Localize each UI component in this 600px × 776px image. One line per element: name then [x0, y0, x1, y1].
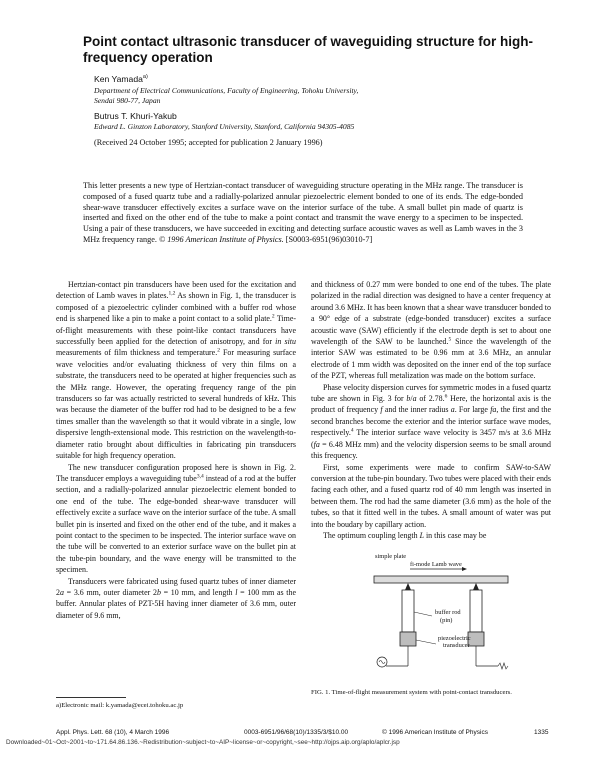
label-transducer: transducer [443, 642, 470, 649]
page-number: 1335 [534, 729, 549, 736]
footnote-rule [56, 697, 126, 698]
paragraph: and thickness of 0.27 mm were bonded to one end of the tubes. The plate polarized in the radial direction was designed to have a center frequency at around 3.6 MHz. It has been known that a shear wave transducer bonded to a 90° edge of a substrate (edge-bonded transducer) excites a surface acoustic wave (SAW) efficiently if the electrode depth is set to about one wavelength of the SAW to be launched.$^5$ Since the wavelength of the interior SAW was estimated to be 0.96 mm at 3.6 MHz, an annular electrode of 1 mm width was deposited on the inner end of the top surface of the PZT, whereas full metalization was made on the bottom surface. [311, 280, 551, 381]
abstract-copyright: © 1996 American Institute of Physics. [158, 234, 284, 244]
arrow-head-icon [462, 567, 467, 571]
author-1-mark: a) [142, 74, 148, 81]
paragraph: Hertzian-contact pin transducers have been used for the excitation and detection of Lamb waves in plates.$^{1,2}$ As shown in Fig. 1, the transducer is composed of a piezoelectric cylinder combined with a buffer rod whose end is sharpened like a pin to make a point contact to a solid plate.$^2$ Time-of-flight measurements with these point-like contact transducers have successfully been applied for the detection of anisotropy, and for in situ measurements of film thickness and temperature.$^2$ For measuring surface wave velocities and/or evaluating thickness of very thin films on a substrate, the transducers need to be operated at higher frequencies such as the MHz range. However, the operating frequency range of the pin transducers so far was actually restricted to several hundreds of kHz. This was because the diameter of the buffer rod had to be designed to be a few times smaller than the wavelength so that it would vibrate in a single, low dispersive length-extensional mode. This restriction on the wavelength-to-diameter ratio brought about difficulties in fabricating pin transducers suitable for high frequency operation. [56, 280, 297, 461]
author-2-name: Butrus T. Khuri-Yakub [94, 111, 177, 121]
article-title: Point contact ultrasonic transducer of waveguiding structure for high-frequency operation [83, 34, 534, 65]
label-simple-plate: simple plate [375, 553, 407, 560]
author-2-affiliation: Edward L. Ginzton Laboratory, Stanford University, Stanford, California 94305-4085 [94, 122, 355, 131]
paragraph: Transducers were fabricated using fused quartz tubes of inner diameter 2a = 3.6 mm, outer diameter 2b = 10 mm, and length l = 100 mm as the buffer. Annular plates of PZT-5H having inner diameter of 3.6 mm, outer diameter of 9.6 mm, [56, 576, 297, 620]
paragraph: The new transducer configuration proposed here is shown in Fig. 2. The transducer employs a waveguiding tube$^{3,4}$ instead of a rod at the buffer section, and a radially-polarized annular piezoelectric element bonded to one end of the tube. The edge-bonded shear-wave transducer will effectively excite a surface wave on the interior surface of the tube. A small bullet pin is inserted and fixed on the other end of the tube, and it makes a point contact to the specimen to be inspected. The interior surface wave on the tube will be converted to an exterior surface wave on the bullet pin at the tube-pin boundary, and the wave energy will be transmitted to the specimen. [56, 462, 297, 575]
footer-copyright: © 1996 American Institute of Physics [382, 729, 488, 736]
author-1-affiliation: Department of Electrical Communications, Faculty of Engineering, Tohoku University, Sendai 980-77, Japan [94, 86, 359, 105]
label-piezoelectric: piezoelectric [438, 635, 471, 642]
right-column [311, 279, 551, 541]
figure-caption: FIG. 1. Time-of-flight measurement system with point-contact transducers. [311, 689, 512, 696]
paragraph: First, some experiments were made to confirm SAW-to-SAW conversion at the tube-pin boundary. Two tubes were placed with their ends facing each other, and a fused quartz rod of 40 mm length was inserted in between them. The rod had the same diameter (3.6 mm) as the hole of the tubes, so that it fitted well in the tubes. A small amount of water was put into the boudary by capillary action. [311, 462, 551, 529]
author-1-name: Ken Yamada [94, 74, 143, 84]
left-pin-tip [405, 583, 411, 590]
label-buffer-pin: (pin) [440, 617, 453, 624]
left-piezo-element [400, 632, 416, 646]
right-buffer-rod [470, 590, 482, 632]
right-pin-tip [473, 583, 479, 590]
footer-code: 0003-6951/96/68(10)/1335/3/$10.00 [244, 729, 349, 736]
pacs-number: [S0003-6951(96)03010-7] [285, 234, 373, 244]
footer-journal: Appl. Phys. Lett. 68 (10), 4 March 1996 [56, 729, 170, 736]
label-lamb-wave: fi-mode Lamb wave [410, 561, 462, 568]
leader-line [414, 612, 432, 616]
author-1 [94, 74, 148, 84]
label-buffer-rod: buffer rod [435, 609, 461, 616]
paragraph: Phase velocity dispersion curves for symmetric modes in a fused quartz tube are shown in Fig. 3 for b/a of 2.78.$^6$ Here, the horizontal axis is the product of frequency f and the inner radius a. For large fa, the first and the second branches become the exterior and the interior surface wave modes, respectively.$^4$ The interior surface wave velocity is 3457 m/s at 3.6 MHz (fa = 6.48 MHz mm) and the velocity dispersion seems to be small around this frequency. [311, 382, 552, 461]
leader-line [416, 640, 436, 644]
download-notice: Downloaded~01~Oct~2001~to~171.64.86.136.~Redistribution~subject~to~AIP~license~or~copyright,~see~http://ojps.aip.org/aplo/aplcr.jsp [6, 739, 400, 746]
abstract: This letter presents a new type of Hertzian-contact transducer of waveguiding structure operating in the MHz range. The transducer is composed of a fused quartz tube and a radially-polarized annular piezoelectric element bonded to one of its ends. The edge-bonded shear-wave transducer effectively excites a surface wave on the interior surface of the tube. A small bullet pin made of quartz is inserted and fixed on the other end of the tube to make a point contact and transmit the wave energy to a specimen to be inspected. Using a pair of these transducers, we have succeeded in exciting and detecting surface acoustic waves as well as Lamb waves in the 3 MHz frequency range. © 1996 American Institute of Physics. [S0003-6951(96)03010-7] [83, 181, 523, 244]
paragraph: The optimum coupling length L in this case may be [323, 530, 487, 540]
left-buffer-rod [402, 590, 414, 632]
footnote: a)Electronic mail: k.yamada@ecei.tohoku.ac.jp [56, 702, 184, 709]
resistor-icon [498, 663, 508, 669]
specimen-plate [374, 576, 508, 583]
left-column [56, 279, 296, 621]
received-dates: (Received 24 October 1995; accepted for publication 2 January 1996) [94, 138, 323, 147]
